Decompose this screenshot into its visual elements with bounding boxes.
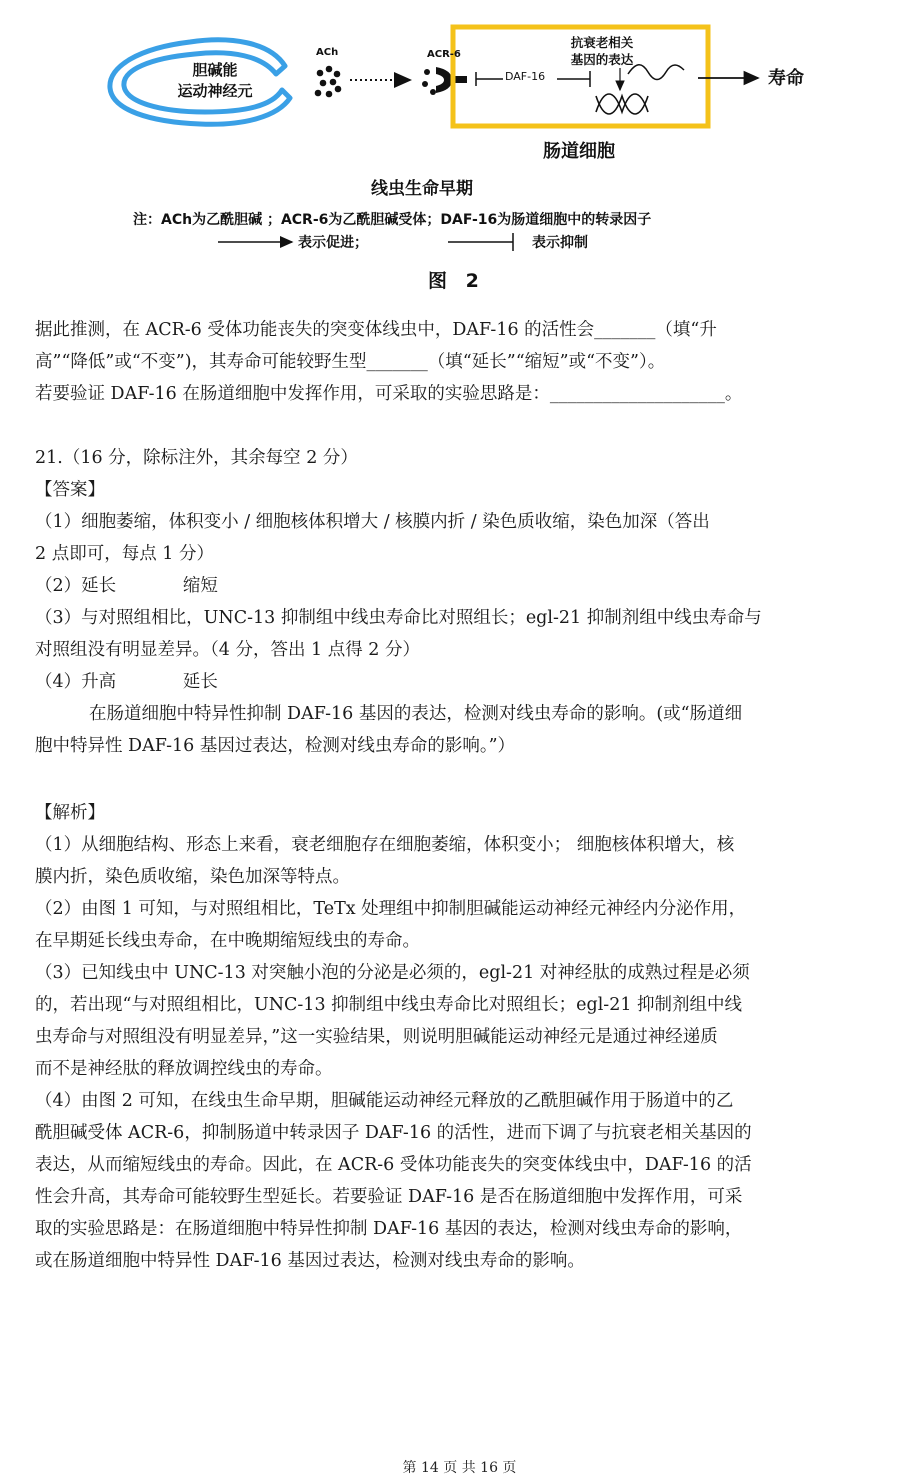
question-line: 高”“降低”或“不变”)，其寿命可能较野生型_______（填“延长”“缩短”或“不变”）。 bbox=[35, 352, 666, 372]
answer-line: （2）延长 缩短 bbox=[35, 576, 218, 596]
figure-note: 注：ACh为乙酰胆碱 ；ACR-6为乙酰胆碱受体；DAF-16为肠道细胞中的转录因子 bbox=[133, 212, 652, 228]
question-block bbox=[35, 314, 893, 410]
analysis-line: 在早期延长线虫寿命，在中晚期缩短线虫的寿命。 bbox=[35, 931, 420, 951]
analysis-line: 的，若出现“与对照组相比，UNC-13 抑制组中线虫寿命比对照组长；egl-21 抑制剂组中线 bbox=[35, 995, 743, 1015]
ach-label: ACh bbox=[316, 47, 339, 58]
answer-tag: 【答案】 bbox=[35, 480, 105, 500]
analysis-line: 而不是神经肽的释放调控线虫的寿命。 bbox=[35, 1059, 333, 1079]
analysis-line: 膜内折，染色质收缩，染色加深等特点。 bbox=[35, 867, 350, 887]
page-footer: 第 14 页 共 16 页 bbox=[402, 1460, 517, 1476]
analysis-line: （3）已知线虫中 UNC-13 对突触小泡的分泌是必须的，egl-21 对神经肽的成熟过程是必须 bbox=[35, 963, 750, 983]
analysis-line: 或在肠道细胞中特异性 DAF-16 基因过表达，检测对线虫寿命的影响。 bbox=[35, 1251, 585, 1271]
lifespan-label: 寿命 bbox=[768, 68, 804, 89]
answer-line: 胞中特异性 DAF-16 基因过表达，检测对线虫寿命的影响。”） bbox=[35, 736, 516, 756]
answer-block bbox=[35, 442, 893, 762]
analysis-line: 性会升高，其寿命可能较野生型延长。若要验证 DAF-16 是否在肠道细胞中发挥作用，可采 bbox=[35, 1187, 743, 1207]
answer-line: （1）细胞萎缩，体积变小 / 细胞核体积增大 / 核膜内折 / 染色质收缩，染色加深（答出 bbox=[35, 512, 710, 532]
answer-header: 21.（16 分，除标注外，其余每空 2 分） bbox=[35, 448, 358, 468]
figure-2 bbox=[0, 0, 919, 300]
neuron-label: 胆碱能 运动神经元 bbox=[177, 61, 253, 100]
analysis-line: 取的实验思路是：在肠道细胞中特异性抑制 DAF-16 基因的表达，检测对线虫寿命的影响， bbox=[35, 1219, 743, 1239]
dna-helix bbox=[596, 94, 648, 114]
analysis-block bbox=[35, 797, 893, 1277]
figure-caption: 图 2 bbox=[428, 270, 485, 292]
answer-line: 2 点即可，每点 1 分） bbox=[35, 544, 214, 564]
analysis-line: 虫寿命与对照组没有明显差异，”这一实验结果，则说明胆碱能运动神经元是通过神经递质 bbox=[35, 1027, 718, 1047]
answer-line: （3）与对照组相比，UNC-13 抑制组中线虫寿命比对照组长；egl-21 抑制剂组中线虫寿命与 bbox=[35, 608, 762, 628]
answer-line: （4）升高 延长 bbox=[35, 672, 218, 692]
ach-molecules bbox=[315, 66, 342, 98]
analysis-line: 酰胆碱受体 ACR-6，抑制肠道中转录因子 DAF-16 的活性，进而下调了与抗衰老相关基因的 bbox=[35, 1123, 752, 1143]
question-line: 据此推测，在 ACR-6 受体功能丧失的突变体线虫中，DAF-16 的活性会_______（填“升 bbox=[35, 320, 717, 340]
intestinal-cell-label: 肠道细胞 bbox=[543, 141, 615, 162]
acr6-label: ACR-6 bbox=[427, 49, 461, 60]
question-line: 若要验证 DAF-16 在肠道细胞中发挥作用，可采取的实验思路是：____________________。 bbox=[35, 384, 743, 404]
analysis-line: 表达，从而缩短线虫的寿命。因此，在 ACR-6 受体功能丧失的突变体线虫中，DAF-16 的活 bbox=[35, 1155, 752, 1175]
analysis-line: （4）由图 2 可知，在线虫生命早期，胆碱能运动神经元释放的乙酰胆碱作用于肠道中的乙 bbox=[35, 1091, 734, 1111]
analysis-line: （2）由图 1 可知，与对照组相比，TeTx 处理组中抑制胆碱能运动神经元神经内分泌作用， bbox=[35, 899, 747, 919]
acr6-receptor bbox=[422, 67, 467, 95]
analysis-tag: 【解析】 bbox=[35, 803, 105, 823]
analysis-line: （1）从细胞结构、形态上来看，衰老细胞存在细胞萎缩，体积变小； 细胞核体积增大，核 bbox=[35, 835, 735, 855]
daf16-label: DAF-16 bbox=[505, 70, 546, 83]
legend-inhibit-label: 表示抑制 bbox=[532, 235, 588, 251]
legend-promote-label: 表示促进； bbox=[298, 235, 368, 251]
gene-expression-label: 抗衰老相关 基因的表达 bbox=[570, 35, 634, 67]
answer-line: 在肠道细胞中特异性抑制 DAF-16 基因的表达，检测对线虫寿命的影响。(或“肠道细 bbox=[89, 704, 743, 724]
life-stage-label: 线虫生命早期 bbox=[371, 179, 473, 199]
answer-line: 对照组没有明显差异。（4 分，答出 1 点得 2 分） bbox=[35, 640, 420, 660]
